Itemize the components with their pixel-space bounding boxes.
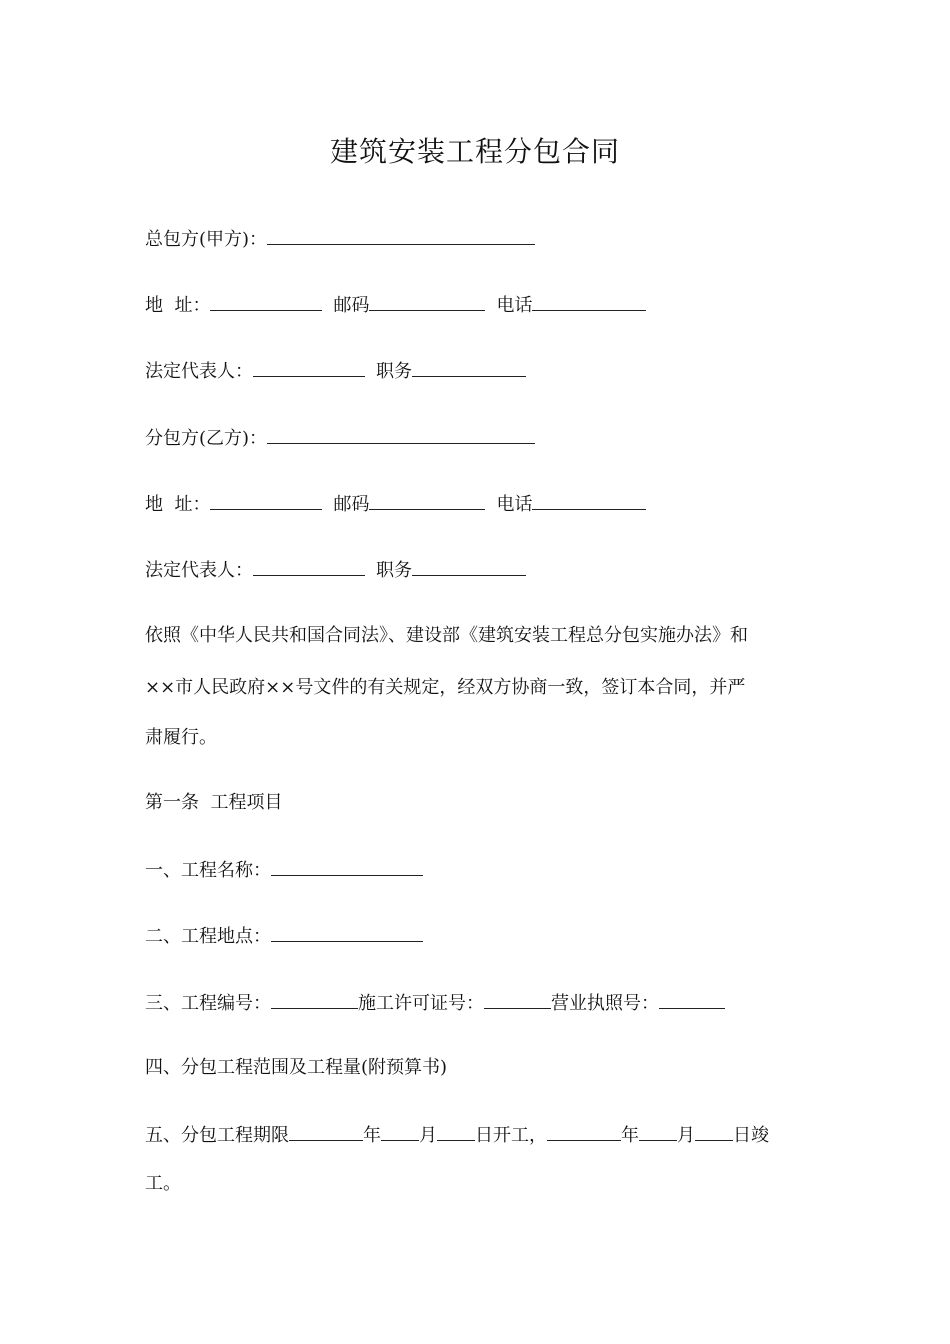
postcode-label: 邮码: [333, 494, 370, 515]
address-label: 地 址：: [145, 295, 211, 316]
party-a-line: [145, 226, 535, 252]
party-b-rep-line: [145, 557, 526, 583]
item-5-line: [145, 1122, 769, 1148]
start-day-label: 日开工，: [475, 1125, 547, 1146]
party-b-postcode-blank[interactable]: [369, 491, 485, 510]
address-label: 地 址：: [145, 494, 211, 515]
party-b-phone-blank[interactable]: [532, 491, 646, 510]
project-number-label: 三、工程编号：: [145, 993, 271, 1014]
document-title: 建筑安装工程分包合同: [329, 135, 620, 168]
permit-number-blank[interactable]: [484, 990, 551, 1009]
party-b-address-blank[interactable]: [210, 491, 322, 510]
end-month-blank[interactable]: [639, 1122, 677, 1141]
year-label: 年: [363, 1125, 381, 1146]
rep-label: 法定代表人：: [145, 560, 253, 581]
postcode-label: 邮码: [333, 295, 370, 316]
end-year-blank[interactable]: [547, 1122, 621, 1141]
item-5-tail: 工。: [145, 1173, 181, 1194]
party-a-address-blank[interactable]: [210, 292, 322, 311]
end-day-blank[interactable]: [695, 1122, 733, 1141]
start-year-blank[interactable]: [289, 1122, 363, 1141]
month-label: 月: [677, 1125, 695, 1146]
permit-number-label: 施工许可证号：: [358, 993, 484, 1014]
party-b-rep-blank[interactable]: [253, 557, 365, 576]
project-location-blank[interactable]: [271, 923, 423, 942]
project-name-blank[interactable]: [271, 857, 423, 876]
party-a-postcode-blank[interactable]: [369, 292, 485, 311]
preamble-line-2: ××市人民政府××号文件的有关规定，经双方协商一致，签订本合同，并严: [145, 677, 746, 698]
party-a-address-line: [145, 292, 646, 318]
party-b-position-blank[interactable]: [412, 557, 526, 576]
start-month-blank[interactable]: [381, 1122, 419, 1141]
start-day-blank[interactable]: [437, 1122, 475, 1141]
item-4-line: 四、分包工程范围及工程量(附预算书): [145, 1057, 448, 1078]
party-b-label: 分包方(乙方)：: [145, 428, 268, 449]
party-b-line: [145, 425, 535, 451]
item-2-line: [145, 923, 423, 949]
end-day-label: 日竣: [733, 1125, 769, 1146]
party-a-rep-line: [145, 358, 526, 384]
phone-label: 电话: [496, 295, 533, 316]
term-label: 五、分包工程期限: [145, 1125, 289, 1146]
item-3-line: [145, 990, 725, 1016]
party-b-name-blank[interactable]: [267, 425, 535, 444]
item-1-line: [145, 857, 423, 883]
party-a-phone-blank[interactable]: [532, 292, 646, 311]
article-1-heading: 第一条 工程项目: [145, 792, 283, 813]
position-label: 职务: [376, 560, 412, 581]
preamble-line-1: 依照《中华人民共和国合同法》、建设部《建筑安装工程总分包实施办法》和: [145, 625, 748, 646]
year-label: 年: [621, 1125, 639, 1146]
business-license-blank[interactable]: [659, 990, 725, 1009]
position-label: 职务: [376, 361, 412, 382]
preamble-line-3: 肃履行。: [145, 727, 217, 748]
rep-label: 法定代表人：: [145, 361, 253, 382]
party-a-label: 总包方(甲方)：: [145, 229, 268, 250]
project-number-blank[interactable]: [271, 990, 358, 1009]
party-a-name-blank[interactable]: [267, 226, 535, 245]
project-name-label: 一、工程名称：: [145, 860, 271, 881]
party-b-address-line: [145, 491, 646, 517]
month-label: 月: [419, 1125, 437, 1146]
business-license-label: 营业执照号：: [551, 993, 659, 1014]
phone-label: 电话: [496, 494, 533, 515]
party-a-position-blank[interactable]: [412, 358, 526, 377]
project-location-label: 二、工程地点：: [145, 926, 271, 947]
party-a-rep-blank[interactable]: [253, 358, 365, 377]
